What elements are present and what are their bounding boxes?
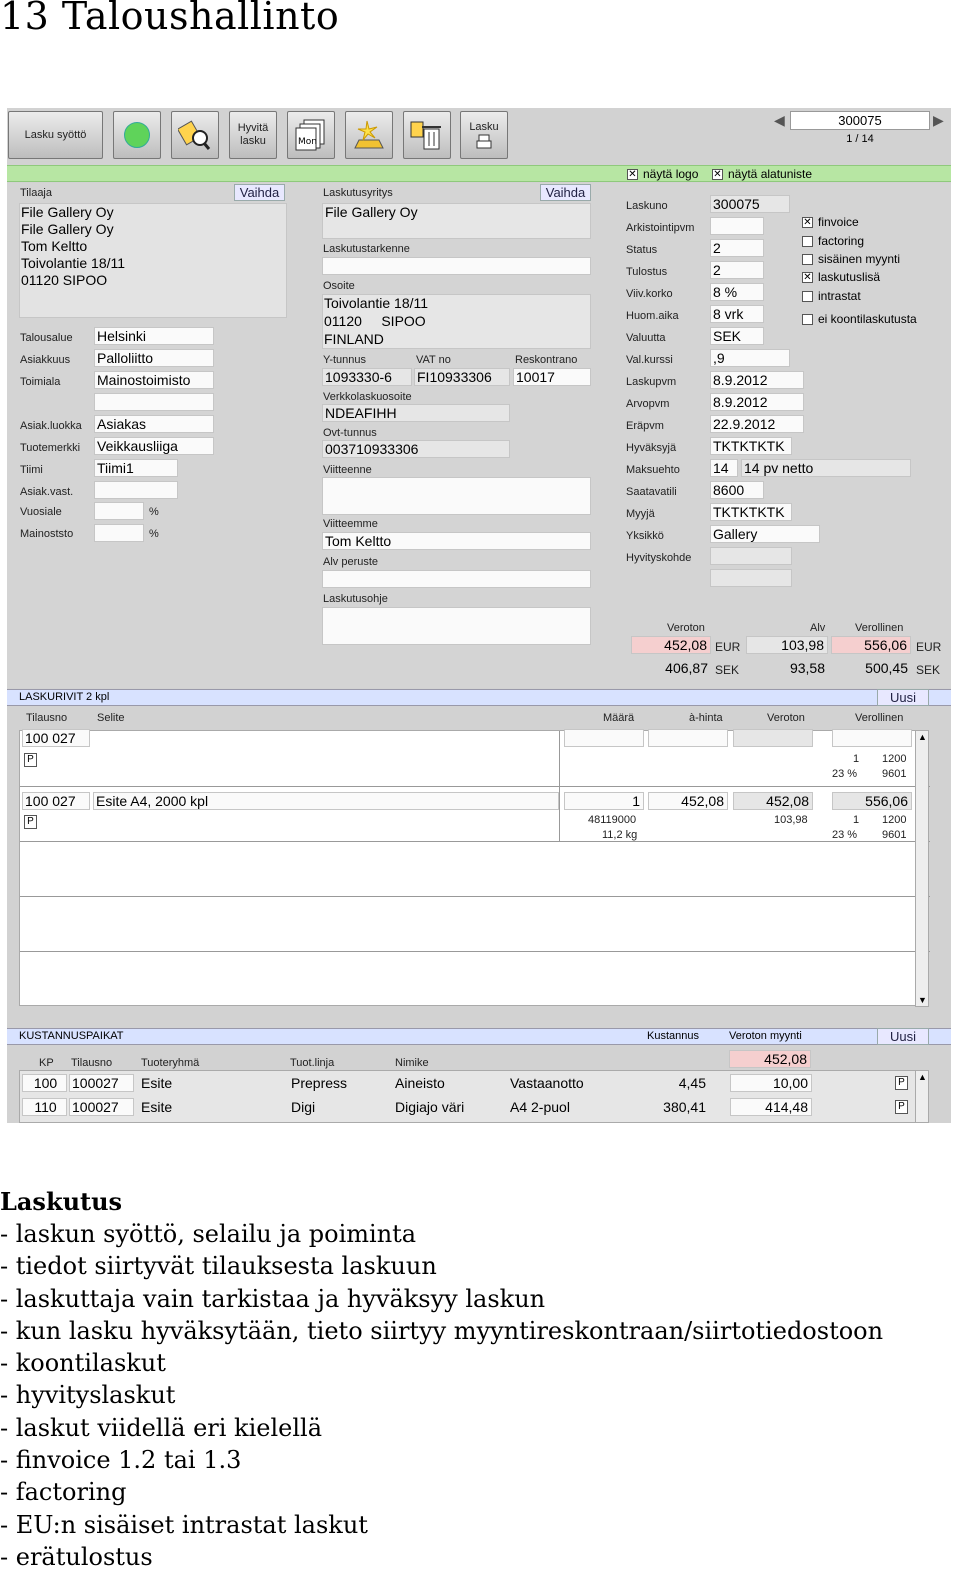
ytunnus-field: 1093330-6 [322,368,412,386]
customer-line: 01120 SIPOO [21,272,108,288]
billing-company-label: Laskutusyritys [323,187,393,199]
column-divider [559,731,560,841]
option-label: factoring [818,234,865,248]
col-order-number: Tilausno [26,712,68,724]
print-status-label: Tulostus [626,266,668,278]
print-invoice-label: Lasku [469,120,499,133]
e-invoice-address-field: NDEAFIHH [322,404,510,422]
cost-spec: Vastaanotto [510,1075,584,1091]
percent-label: % [149,506,159,518]
row-value: 1 [853,814,860,826]
address-label: Osoite [323,280,355,292]
invoice-number-field: 300075 [710,195,790,213]
credit-invoice-label: Hyvitä lasku [237,122,269,147]
print-status-field[interactable]: 2 [710,261,764,279]
reskontra-field[interactable]: 10017 [513,368,591,386]
p-badge-icon[interactable]: P [895,1100,908,1114]
row-value: 9601 [882,768,907,780]
asiakluokka-field[interactable]: Asiakas [94,415,214,433]
scroll-up-icon[interactable]: ▲ [918,1072,927,1082]
p-badge-icon[interactable]: P [24,815,37,829]
printer-icon [475,134,493,150]
net-sek-value: 406,87 [665,660,708,676]
row-value: 1200 [882,753,907,765]
checkbox-checked-icon: ✕ [803,271,812,283]
billing-address-box [322,294,591,349]
costs-scrollbar[interactable] [915,1070,929,1123]
tuotemerkki-label: Tuotemerkki [20,442,81,454]
cost-item: Aineisto [395,1075,445,1091]
vat-basis-field[interactable] [322,570,591,588]
row-value: 1200 [882,814,907,826]
your-reference-label: Viitteenne [323,464,372,476]
vat-total-label: Alv [810,622,826,634]
row-divider [20,896,930,897]
currency-eur-label: EUR [916,640,942,654]
option-internal-sale[interactable] [802,252,900,266]
invoice-entry-button[interactable] [8,111,103,159]
mainoststo-field[interactable] [94,524,144,542]
cost-line: Digi [291,1099,316,1115]
asiakkuus-label: Asiakkuus [20,354,71,366]
cost-order-field[interactable]: 100027 [69,1098,134,1116]
option-intrastat[interactable] [802,289,861,303]
table-row[interactable] [20,1097,910,1119]
asiakkuus-field[interactable]: Palloliitto [94,349,214,367]
gross-label: Verollinen [855,622,904,634]
magnifier-icon [178,118,212,152]
list-item: - factoring [0,1478,127,1507]
credit-target-extra-field [710,569,792,587]
invoice-window [7,108,951,1123]
cost-sale-field[interactable]: 414,48 [730,1098,812,1116]
row-gross-field: 556,06 [832,792,912,810]
row-vat-amount: 103,98 [774,814,808,826]
billing-instructions-field[interactable] [322,607,591,645]
billing-company-field [322,203,591,239]
customer-label: Tilaaja [20,187,52,199]
customer-address-box [19,203,287,318]
invoice-header-panel [7,183,951,688]
cost-sale-field[interactable]: 10,00 [730,1074,812,1092]
toolbar [7,108,951,165]
checkbox-icon [802,254,813,265]
checkbox-checked-icon: ✕ [803,216,812,228]
notice-time-label: Huom.aika [626,310,679,322]
cost-column-label: Kustannus [647,1030,699,1042]
invoice-rows-header [7,689,951,706]
talousalue-label: Talousalue [20,332,73,344]
seller-label: Myyjä [626,508,655,520]
payment-terms-code-field[interactable]: 14 [710,459,738,477]
vat-field: FI10933306 [414,368,510,386]
option-finvoice[interactable] [802,215,859,229]
col-kp: KP [39,1057,54,1069]
toimiala-label: Toimiala [20,376,61,388]
option-billing-surcharge[interactable] [802,270,880,284]
row-price-field[interactable]: 452,08 [648,792,728,810]
col-quantity: Määrä [603,712,635,724]
row-order-field[interactable]: 100 027 [22,729,90,747]
value-date-label: Arvopvm [626,398,670,410]
unit-field[interactable]: Gallery [710,525,820,543]
list-item: - hyvityslaskut [0,1381,176,1410]
due-date-field[interactable]: 22.9.2012 [710,415,804,433]
row-value: 9601 [882,829,907,841]
late-interest-label: Viiv.korko [626,288,673,300]
gross-sek-value: 500,45 [865,660,908,676]
p-badge-icon[interactable]: P [895,1076,908,1090]
customer-line: File Gallery Oy [21,221,114,237]
list-item: - laskuttaja vain tarkistaa ja hyväksyy laskun [0,1284,546,1313]
invoice-date-field[interactable]: 8.9.2012 [710,371,804,389]
show-logo-label: näytä logo [643,167,699,181]
talousalue-field[interactable]: Helsinki [94,327,214,345]
archive-date-field[interactable] [710,217,764,235]
exchange-rate-label: Val.kurssi [626,354,673,366]
cost-amount: 380,41 [663,1099,706,1115]
header-options-bar [7,165,951,182]
payment-terms-label: Maksuehto [626,464,680,476]
receivables-account-label: Saatavatili [626,486,677,498]
customer-line: Tom Keltto [21,238,88,254]
cost-amount: 4,45 [678,1075,706,1091]
new-row-button[interactable]: Uusi [877,689,929,706]
cost-group: Esite [141,1099,173,1115]
list-item: - koontilaskut [0,1349,166,1378]
our-reference-field[interactable]: Tom Keltto [322,532,591,550]
toimiala-field[interactable]: Mainostoimisto [94,371,214,389]
option-label: sisäinen myynti [818,252,901,266]
list-item: - EU:n sisäiset intrastat laskut [0,1510,368,1539]
col-item: Nimike [395,1057,429,1069]
address-line: 01120 SIPOO [324,313,426,329]
ovt-field: 003710933306 [322,440,510,458]
currency-eur-label: EUR [715,640,741,654]
asiakluokka-label: Asiak.luokka [20,420,82,432]
ovt-label: Ovt-tunnus [323,427,377,439]
customer-line: Toivolantie 18/11 [21,255,126,271]
billing-refinement-field[interactable] [322,257,591,275]
invoice-date-label: Laskupvm [626,376,677,388]
p-badge-icon[interactable]: P [24,753,37,767]
show-logo-checkbox[interactable] [627,167,698,182]
row-divider [20,841,930,842]
cost-kp-field[interactable]: 110 [22,1098,67,1116]
record-number-field[interactable]: 300075 [790,111,930,130]
vuosiale-field[interactable] [94,502,144,520]
approver-field[interactable]: TKTKTKTK [710,437,792,455]
row-gross-field [832,729,912,747]
col-product-line: Tuot.linja [290,1057,335,1069]
green-status-button[interactable] [113,111,161,159]
e-invoice-address-label: Verkkolaskuosoite [323,391,412,403]
notice-time-field[interactable]: 8 vrk [710,305,764,323]
list-item: - tiedot siirtyvät tilauksesta laskuun [0,1252,437,1281]
net-sales-total-field: 452,08 [729,1050,811,1068]
credit-target-label: Hyvityskohde [626,552,692,564]
option-label: intrastat [818,289,861,303]
rows-scrollbar[interactable] [915,730,929,1007]
tiimi-field[interactable]: Tiimi1 [94,459,178,477]
vuosiale-label: Vuosiale [20,506,62,518]
vat-sek-value: 93,58 [789,660,825,676]
col-gross: Verollinen [855,712,904,724]
checkbox-icon [802,236,813,247]
your-reference-field[interactable] [322,477,591,515]
col-product-group: Tuoteryhmä [141,1057,200,1069]
due-date-label: Eräpvm [626,420,664,432]
row-vat-rate: 23 % [832,768,858,780]
list-item: - laskut viidellä eri kielellä [0,1413,323,1442]
col-description: Selite [97,712,125,724]
cost-item: Digiajo väri [395,1099,465,1115]
currency-label: Valuutta [626,332,666,344]
reskontra-label: Reskontrano [515,354,578,366]
cost-centers-list [19,1070,929,1123]
toimiala-extra-field[interactable] [94,393,214,411]
scroll-up-icon[interactable]: ▲ [918,732,927,742]
documents-icon [293,117,329,153]
net-eur-field: 452,08 [631,636,711,654]
new-cost-center-button[interactable]: Uusi [877,1028,929,1045]
currency-sek-label: SEK [715,663,740,677]
list-item: - erätulostus [0,1542,153,1571]
sparkle-icon [351,118,387,152]
row-vat-rate: 23 % [832,829,858,841]
previous-record-icon[interactable]: ◀ [774,112,785,128]
status-label: Status [626,244,658,256]
net-label: Veroton [667,622,705,634]
cost-line: Prepress [291,1075,348,1091]
list-item: - laskun syöttö, selailu ja poiminta [0,1220,417,1248]
row-price-field[interactable] [648,729,728,747]
next-record-icon[interactable]: ▶ [933,112,944,128]
row-net-field: 452,08 [733,792,813,810]
copy-button[interactable] [287,111,335,159]
row-net-field [733,729,813,747]
mainoststo-label: Mainoststo [20,528,74,540]
change-customer-button[interactable]: Vaihda [234,184,285,201]
checkbox-checked-icon: ✕ [713,169,722,180]
notes-section [0,1186,960,1573]
tiimi-label: Tiimi [20,464,43,476]
clear-button[interactable] [345,111,393,159]
address-line: Toivolantie 18/11 [324,295,429,311]
option-label: laskutuslisä [818,270,881,284]
credit-target-field [710,547,792,565]
asiakvast-field[interactable] [94,481,178,499]
delete-button[interactable] [403,111,451,159]
value-date-field[interactable]: 8.9.2012 [710,393,804,411]
credit-invoice-button[interactable] [229,111,277,159]
ytunnus-label: Y-tunnus [323,354,367,366]
checkbox-icon [802,314,813,325]
billing-company-value: File Gallery Oy [325,204,418,220]
billing-refinement-label: Laskutustarkenne [323,243,410,255]
list-item: - finvoice 1.2 tai 1.3 [0,1446,242,1475]
option-label: ei koontilaskutusta [818,312,917,326]
cost-spec: A4 2-puol [510,1099,570,1115]
cost-group: Esite [141,1075,173,1091]
checkbox-icon [802,291,813,302]
vat-eur-field: 103,98 [746,636,828,654]
record-count: 1 / 14 [846,133,874,145]
our-reference-label: Viitteemme [323,518,378,530]
col-unit-price: à-hinta [689,712,723,724]
row-order-field[interactable]: 100 027 [22,792,90,810]
vat-label: VAT no [416,354,451,366]
net-sales-column-label: Veroton myynti [729,1030,802,1042]
show-footer-checkbox[interactable] [712,167,812,182]
cost-kp-field[interactable]: 100 [22,1074,67,1092]
row-description-field[interactable]: Esite A4, 2000 kpl [93,792,559,810]
status-field[interactable]: 2 [710,239,764,257]
print-invoice-button[interactable] [460,111,508,159]
row-qty-field[interactable]: 1 [564,792,644,810]
invoice-rows-list [19,730,929,1006]
receivables-account-field[interactable]: 8600 [710,481,764,499]
unit-label: Yksikkö [626,530,664,542]
approver-label: Hyväksyjä [626,442,677,454]
seller-field[interactable]: TKTKTKTK [710,503,792,521]
col-order-number: Tilausno [71,1057,113,1069]
table-row[interactable] [20,1073,910,1095]
checkbox-checked-icon: ✕ [628,169,637,180]
percent-label: % [149,528,159,540]
option-no-consolidation[interactable] [802,312,917,326]
col-net: Veroton [767,712,805,724]
payment-terms-field: 14 pv netto [741,459,911,477]
tuotemerkki-field[interactable]: Veikkausliiga [94,437,214,455]
show-footer-label: näytä alatuniste [728,167,813,181]
change-billing-button[interactable]: Vaihda [540,184,591,201]
cost-order-field[interactable]: 100027 [69,1074,134,1092]
trash-icon [409,117,445,153]
row-tariff-code: 48119000 [588,814,637,826]
asiakvast-label: Asiak.vast. [20,486,74,498]
option-label: finvoice [818,215,859,229]
invoice-rows-title: LASKURIVIT 2 kpl [19,691,110,703]
invoice-number-label: Laskuno [626,200,668,212]
row-qty-field[interactable] [564,729,644,747]
currency-field[interactable]: SEK [710,327,764,345]
row-divider [20,786,930,787]
row-value: 1 [853,753,860,765]
vat-basis-label: Alv peruste [323,556,379,568]
archive-date-label: Arkistointipvm [626,222,695,234]
currency-sek-label: SEK [916,663,941,677]
row-divider [20,951,930,952]
gross-eur-field: 556,06 [831,636,911,654]
billing-instructions-label: Laskutusohje [323,593,388,605]
address-line: FINLAND [324,331,384,347]
late-interest-field[interactable]: 8 % [710,283,764,301]
list-item: - kun lasku hyväksytään, tieto siirtyy myyntireskontraan/siirtotiedostoon [0,1316,884,1345]
page-title: 13 Taloushallinto [0,0,340,38]
scroll-down-icon[interactable]: ▼ [918,995,927,1005]
option-factoring[interactable] [802,234,864,248]
customer-line: File Gallery Oy [21,204,114,220]
exchange-rate-field[interactable]: ,9 [710,349,790,367]
green-circle-icon [124,122,150,148]
cost-centers-header [7,1028,951,1045]
mon-label: Mon [298,137,317,147]
invoice-entry-label: Lasku syöttö [24,128,87,141]
cost-centers-title: KUSTANNUSPAIKAT [19,1030,124,1042]
row-weight: 11,2 kg [602,829,638,841]
search-button[interactable] [171,111,219,159]
notes-title: Laskutus [0,1187,123,1216]
